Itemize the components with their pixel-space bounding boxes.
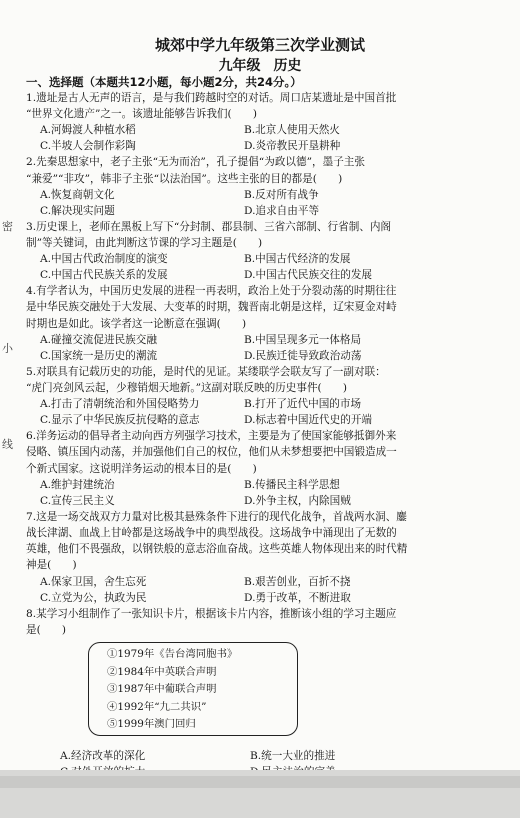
option-grid [26,251,500,283]
margin-mark: 小 [2,342,13,355]
knowledge-card-area [26,638,500,748]
knowledge-card [88,642,298,736]
question-stem-line: 8.某学习小组制作了一张知识卡片，根据该卡片内容，推断该小组的学习主题应 [26,607,397,620]
section-heading: 一、选择题（本题共12小题，每小题2分，共24分。） [26,75,302,89]
question-stem-line: 是中华民族交融处于大发展、大变革的时期，魏晋南北朝是这样，辽宋夏金对峙 [26,301,397,314]
subject-label: 历史 [273,58,302,74]
option-b: B.反对所有战争 [244,188,319,201]
option-a: A.经济改革的深化 [60,750,146,763]
question-stem-line: 1.遗址是古人无声的语言，是与我们跨越时空的对话。周口店某遗址是中国首批 [26,92,397,104]
card-item: ⑤1999年澳门回归 [107,718,196,731]
question-stem-line: “世界文化遗产”之一。该遗址能够告诉我们( ) [26,108,257,121]
option-a: A.中国古代政治制度的演变 [40,253,168,266]
option-a: A.打击了清朝统治和外国侵略势力 [40,398,200,411]
question-8 [26,606,500,780]
card-item: ③1987年中葡联合声明 [107,683,217,696]
question-stem-line: 侵略、镇压国内动荡，并加强他们自己的权位，他们从未梦想要把中国锻造成一 [26,446,397,459]
question-stem-line: 神是( ) [26,559,77,572]
option-a: A.恢复商朝文化 [40,188,115,201]
question-6 [26,428,500,509]
exam-subtitle [0,55,520,75]
question-stem-line: 是( ) [26,623,67,636]
question-stem-line: “虎门亮剑风云起，少穆销烟天地新。”这副对联反映的历史事件( ) [26,382,348,395]
option-c: C.半坡人会制作彩陶 [40,140,136,153]
option-c: C.中国古代民族关系的发展 [40,269,168,282]
option-b: B.传播民主科学思想 [244,478,340,491]
option-a: A.维护封建统治 [40,478,115,491]
option-c: C.宣传三民主义 [40,494,115,507]
option-c: C.立党为公，执政为民 [40,591,147,604]
option-c: C.显示了中华民族反抗侵略的意志 [40,414,200,427]
question-stem-line: 2.先秦思想家中，老子主张“无为而治”，孔子提倡“为政以德”，墨子主张 [26,156,365,169]
option-b: B.北京人使用天然火 [244,124,340,137]
question-stem-line: 6.洋务运动的倡导者主动向西方列强学习技术，主要是为了使国家能够抵御外来 [26,430,397,443]
option-grid [26,122,500,154]
option-d: D.标志着中国近代史的开端 [244,414,373,427]
scan-edge-strip [0,776,520,788]
option-d: D.外争主权，内除国贼 [244,494,351,507]
question-stem-line: 战长津湖、血战上甘岭都是这场战争中的典型战役。这场战争中涌现出了无数的 [26,527,397,540]
option-grid [26,332,500,364]
question-7 [26,509,500,606]
card-item: ①1979年《告台湾同胞书》 [107,648,238,661]
option-d: D.炎帝教民开垦耕种 [244,140,341,153]
option-a: A.保家卫国，舍生忘死 [40,575,147,588]
question-4 [26,283,500,364]
question-stem-line: 7.这是一场交战双方力量对比极其悬殊条件下进行的现代化战争，首战两水洞、鏖 [26,510,407,523]
option-d: D.民族迁徙导致政治动荡 [244,349,362,362]
question-stem-line: 3.历史课上，老师在黑板上写下“分封制、郡县制、三省六部制、行省制、内阁 [26,220,392,233]
option-c: C.国家统一是历史的潮流 [40,349,158,362]
question-5 [26,364,500,428]
option-d: D.勇于改革，不断进取 [244,591,351,604]
margin-mark: 密 [2,220,13,233]
question-stem-line: 时期也是如此。该学者这一论断意在强调( ) [26,317,247,330]
option-b: B.中国古代经济的发展 [244,253,351,266]
option-b: B.打开了近代中国的市场 [244,398,362,411]
card-item: ②1984年中英联合声明 [107,665,217,678]
exam-title: 城郊中学九年级第三次学业测试 [154,36,365,54]
option-d: D.中国古代民族交往的发展 [244,269,373,282]
option-a: A.河姆渡人种植水稻 [40,124,136,137]
option-b: B.统一大业的推进 [250,750,336,763]
question-stem-line: 5.对联具有记载历史的功能，是时代的见证。某缕联学会联友写了一副对联： [26,365,386,378]
question-stem-line: 4.有学者认为，中国历史发展的进程一再表明，政治上处于分裂动荡的时期往往 [26,285,397,298]
option-grid [26,477,500,509]
question-stem-line: 制”等关键词，由此判断这节课的学习主题是( ) [26,237,263,250]
question-stem-line: “兼爱”“非攻”，韩非子主张“以法治国”。这些主张的目的都是( ) [26,172,343,185]
option-grid [26,574,500,606]
option-d: D.追求自由平等 [244,204,320,217]
question-2 [26,154,500,218]
scan-bottom-band [0,770,520,818]
question-1 [26,90,500,154]
option-b: B.艰苦创业，百折不挠 [244,575,351,588]
option-c: C.解决现实问题 [40,204,115,217]
option-grid [26,396,500,428]
question-list [26,90,500,799]
question-3 [26,219,500,283]
margin-mark: 线 [2,438,13,451]
option-a: A.碰撞交流促进民族交融 [40,333,157,346]
question-stem-line: 英雄，他们不畏强敌，以钢铁般的意志浴血奋战。这些英雄人物体现出来的时代精 [26,543,408,556]
option-b: B.中国呈现多元一体格局 [244,333,362,346]
question-stem-line: 个新式国家。这说明洋务运动的根本目的是( ) [26,462,257,475]
grade-label: 九年级 [218,58,261,74]
option-grid [26,187,500,219]
card-item: ④1992年“九二共识” [107,700,207,713]
